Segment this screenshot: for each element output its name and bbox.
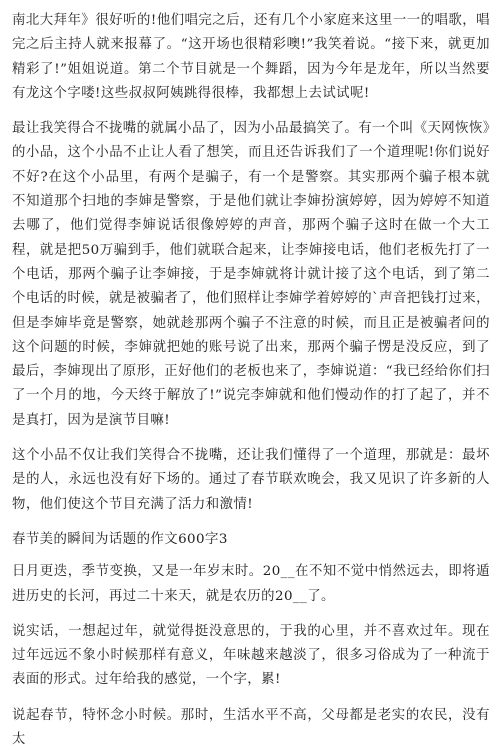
- paragraph-year-end: 日月更迭，季节变换，又是一年岁末时。20__在不知不觉中悄然远去，即将遁进历史的长河，再过二十来天，就是农历的20__了。: [12, 564, 490, 604]
- paragraph-spring-gala-songs: 南北大拜年》很好听的!他们唱完之后，还有几个小家庭来这里一一的唱歌，唱完之后主持人就来报幕了。“这开场也很精彩噢!”我笑着说。“接下来，就更加精彩了!”姐姐说道。第二个节目就是一个舞蹈，因为今年是龙年，所以当然要有龙这个字喽!这些叔叔阿姨跳得很棒，我都想上去试试呢!: [12, 13, 490, 101]
- paragraph-skit-lesson: 这个小品不仅让我们笑得合不拢嘴，还让我们懂得了一个道理，那就是：最坏是的人，永远也没有好下场的。通过了春节联欢晚会，我又见识了许多新的人物，他们使这个节目充满了活力和激情!: [12, 448, 490, 512]
- paragraph-skit-story: 最让我笑得合不拢嘴的就属小品了，因为小品最搞笑了。有一个叫《天网恢恢》的小品，这个小品不止让人看了想笑，而且还告诉我们了一个道理呢!你们说好不好?在这个小品里，有两个是骗子，有一个是警察。其实那两个骗子根本就不知道那个扫地的李婶是警察，于是他们就让李婶扮演婷婷，因为婷婷不知道去哪了，他们觉得李婶说话很像婷婷的声音，那两个骗子这时在做一个大工程，就是把50万骗到手，他们就联合起来，让李婶接电话，他们老板先打了一个电话，那两个骗子让李婶接，于是李婶就将计就计接了这个电话，到了第二个电话的时候，就是被骗者了，他们照样让李婶学着婷婷的`声音把钱打过来，但是李婶毕竟是警察，她就趁那两个骗子不注意的时候，而且正是被骗者问的这个问题的时候，李婶就把她的账号说了出来，那两个骗子愣是没反应，到了最后，李婶现出了原形，正好他们的老板也来了，李婶说道：“我已经给你们扫了一个月的地，今天终于解放了!”说完李婶就和他们慢动作的打了起了，并不是真打，因为是演节目嘛!: [12, 121, 490, 428]
- paragraph-new-year-feeling: 说实话，一想起过年，就觉得挺没意思的，于我的心里，并不喜欢过年。现在过年远远不象小时候那样有意义，年味越来越淡了，很多习俗成为了一种流于表面的形式。过年给我的感觉，一个字，累!: [12, 623, 490, 688]
- paragraph-childhood-memory: 说起春节，特怀念小时候。那时，生活水平不高，父母都是老实的农民，没有太: [12, 707, 490, 748]
- essay-title: 春节美的瞬间为话题的作文600字3: [12, 531, 228, 547]
